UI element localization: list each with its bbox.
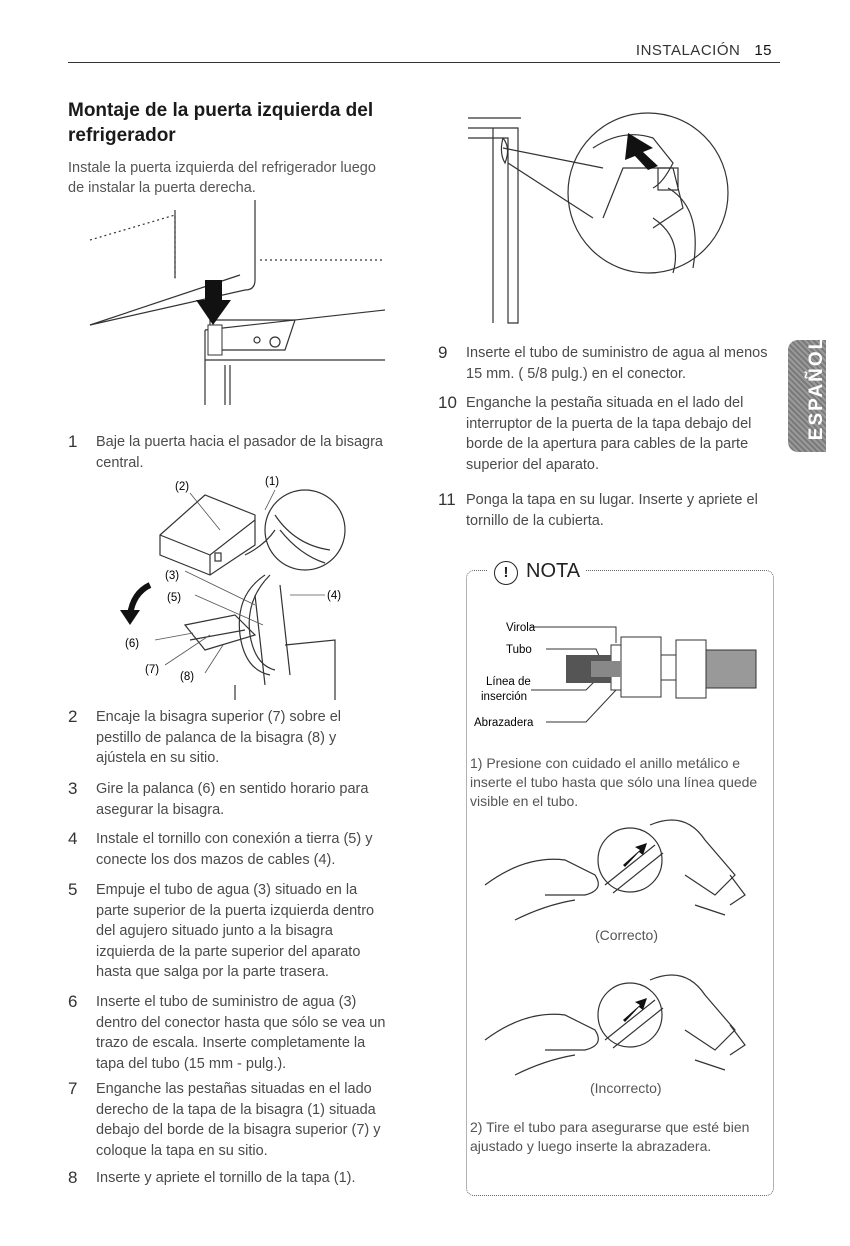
page-number: 15: [754, 42, 772, 59]
step-8: 8 Inserte y apriete el tornillo de la tapa (1).: [68, 1168, 356, 1187]
fitting-diagram: [476, 615, 766, 730]
step-7: 7 Enganche las pestañas situadas en el lado derecho de la tapa de la bisagra (1) situada debajo del borde de la bisagra superior (7) y coloque la tapa en su sitio.: [68, 1079, 381, 1159]
door-hinge-illustration: [85, 200, 390, 410]
label-abrazadera: Abrazadera: [474, 717, 534, 729]
callout-4: (4): [327, 590, 342, 602]
callout-2: (2): [175, 481, 190, 493]
caption-incorrect: (Incorrecto): [590, 1080, 662, 1096]
callout-1: (1): [265, 476, 280, 488]
label-tubo: Tubo: [506, 644, 532, 656]
step-9: 9 Inserte el tubo de suministro de agua al menos 15 mm. ( 5/8 pulg.) en el conector.: [438, 343, 768, 382]
callout-3: (3): [165, 570, 180, 582]
note-title: NOTA: [526, 560, 581, 582]
section-title: INSTALACIÓN: [635, 42, 741, 59]
language-tab-label: ESPAÑOL: [806, 335, 827, 441]
language-tab: [788, 335, 827, 452]
label-linea-1: Línea de: [486, 676, 531, 688]
correct-insertion-illustration: [485, 815, 755, 925]
step-2: 2 Encaje la bisagra superior (7) sobre el pestillo de palanca de la bisagra (8) y ajústela en su sitio.: [68, 707, 342, 766]
water-tube-illustration: [463, 108, 728, 333]
callout-8: (8): [180, 671, 195, 683]
section-heading: Montaje de la puerta izquierda del refrigerador: [68, 100, 374, 146]
note-item-1: 1) Presione con cuidado el anillo metálico e inserte el tubo hasta que sólo una línea quede visible en el tubo.: [470, 755, 758, 809]
label-virola: Virola: [506, 622, 536, 634]
page-header: [636, 42, 772, 59]
callout-5: (5): [167, 592, 182, 604]
step-10: 10 Enganche la pestaña situada en el lado del interruptor de la puerta de la tapa debajo del borde de la apertura para cables de la parte superior del aparato.: [438, 393, 752, 473]
header-divider: [68, 62, 780, 63]
step-3: 3 Gire la palanca (6) en sentido horario para asegurar la bisagra.: [68, 779, 369, 818]
step-6: 6 Inserte el tubo de suministro de agua (3) dentro del conector hasta que sólo se vea un trazo de escala. Inserte completamente la tapa del tubo (15 mm - pulg.).: [68, 992, 386, 1072]
caption-correct: (Correcto): [595, 927, 659, 943]
incorrect-insertion-illustration: [485, 970, 755, 1080]
hinge-assembly-illustration: [115, 475, 375, 700]
step-1: 1 Baje la puerta hacia el pasador de la bisagra central.: [68, 432, 383, 471]
step-5: 5 Empuje el tubo de agua (3) situado en la parte superior de la puerta izquierda dentro del agujero situado junto a la bisagra izquierda de la parte superior del aparato hasta que salga por la parte trasera.: [68, 880, 375, 980]
callout-7: (7): [145, 664, 160, 676]
callout-6: (6): [125, 638, 140, 650]
step-11: 11 Ponga la tapa en su lugar. Inserte y apriete el tornillo de la cubierta.: [438, 490, 758, 529]
label-linea-2: inserción: [481, 691, 528, 703]
down-arrow-icon: [196, 280, 231, 325]
intro-text: Instale la puerta izquierda del refrigerador luego de instalar la puerta derecha.: [68, 160, 376, 196]
exclamation-icon: !: [494, 561, 518, 585]
step-4: 4 Instale el tornillo con conexión a tierra (5) y conecte los dos mazos de cables (4).: [68, 829, 373, 868]
note-header: [488, 560, 586, 585]
note-item-2: 2) Tire el tubo para asegurarse que esté bien ajustado y luego inserte la abrazadera.: [470, 1119, 750, 1154]
